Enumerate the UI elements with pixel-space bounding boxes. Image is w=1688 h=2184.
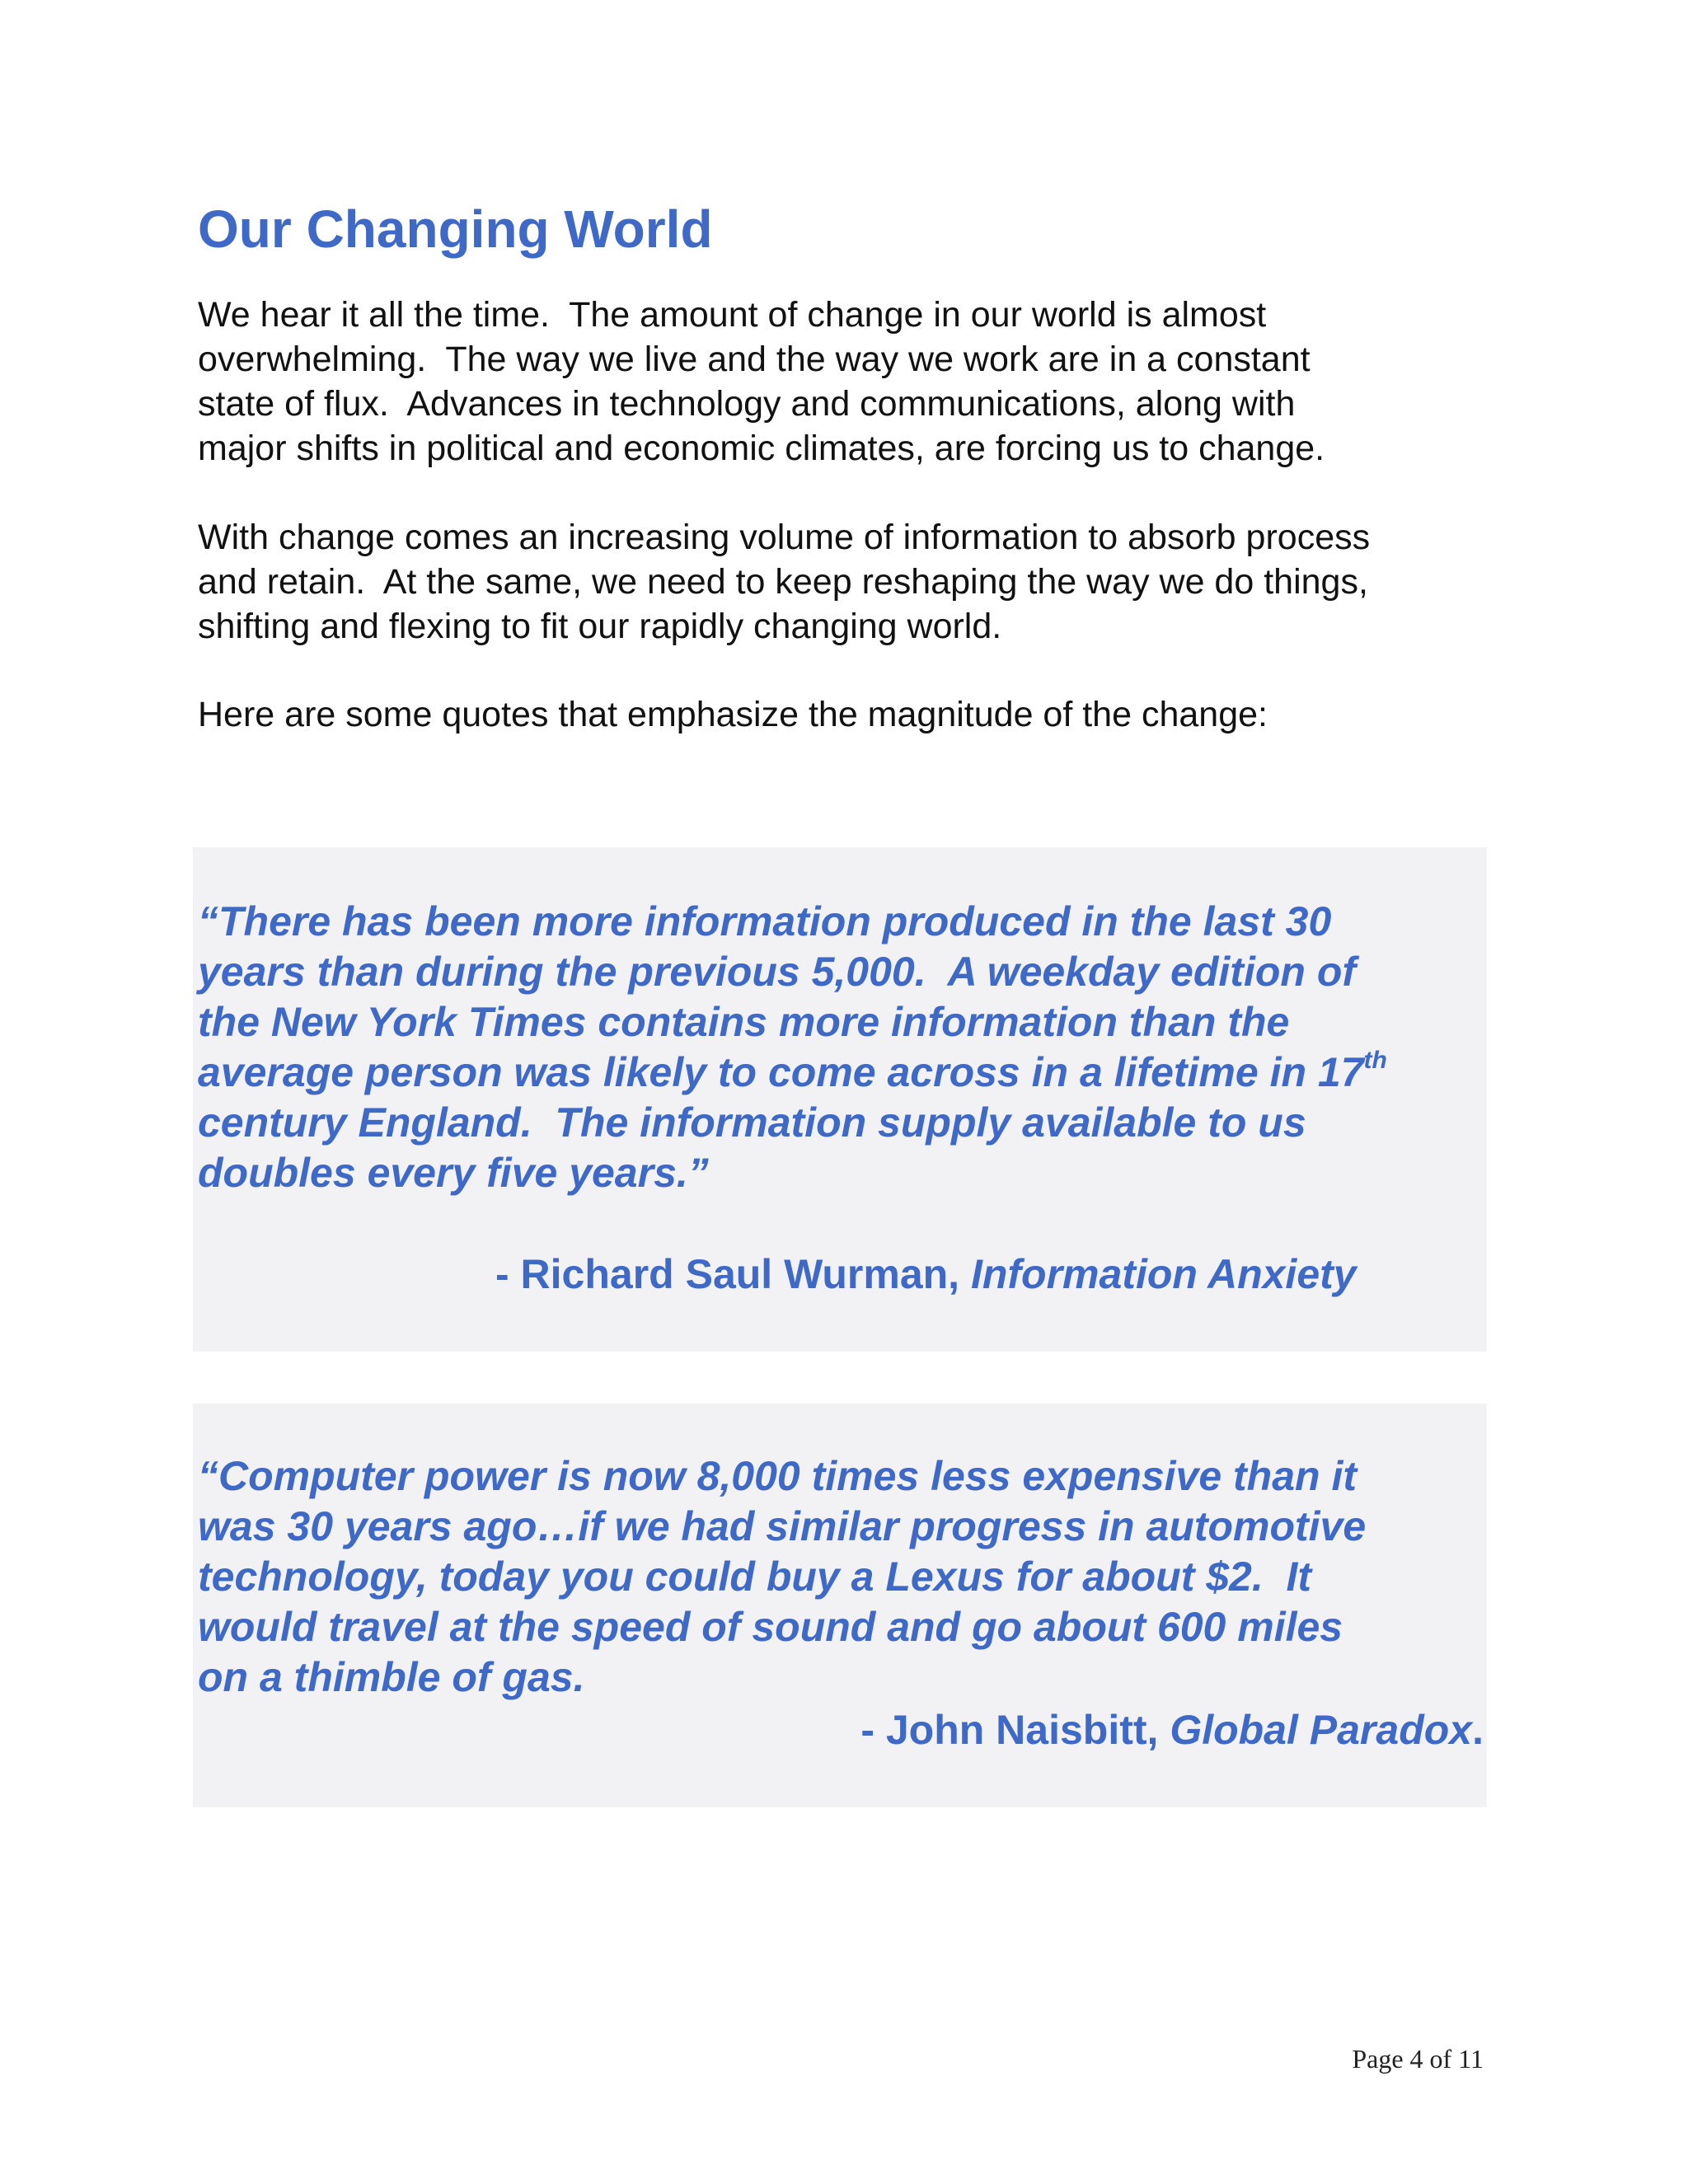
quote-line: would travel at the speed of sound and go about 600 miles xyxy=(198,1604,1343,1650)
intro-paragraph xyxy=(198,293,1500,471)
attribution-end: . xyxy=(1472,1707,1484,1753)
attribution-author: - John Naisbitt, xyxy=(860,1707,1170,1753)
page-number: Page 4 of 11 xyxy=(1352,2044,1484,2074)
quote-line: “There has been more information produced in the last 30 xyxy=(198,898,1332,944)
paragraph-line: overwhelming. The way we live and the way we work are in a constant xyxy=(198,340,1311,379)
paragraph-line: Here are some quotes that emphasize the magnitude of the change: xyxy=(198,695,1268,734)
quote-line: on a thimble of gas. xyxy=(198,1654,585,1700)
quote-line: “Computer power is now 8,000 times less expensive than it xyxy=(198,1453,1357,1499)
paragraph-line: shifting and flexing to fit our rapidly changing world. xyxy=(198,607,1002,646)
quote-line: technology, today you could buy a Lexus for about $2. It xyxy=(198,1554,1312,1600)
paragraph-line: major shifts in political and economic climates, are forcing us to change. xyxy=(198,429,1325,468)
paragraph-line: state of flux. Advances in technology and communications, along with xyxy=(198,384,1296,424)
quote-box-naisbitt xyxy=(193,1404,1487,1807)
quote-line: doubles every five years.” xyxy=(198,1150,709,1196)
quote-attribution xyxy=(860,1705,1484,1755)
quote-line: the New York Times contains more information than the xyxy=(198,999,1290,1045)
quote-attribution xyxy=(495,1249,1357,1300)
quote-text xyxy=(198,1451,1366,1703)
quote-line xyxy=(198,1047,1387,1098)
quote-line: century England. The information supply available to us xyxy=(198,1099,1306,1146)
attribution-author: - Richard Saul Wurman, xyxy=(495,1251,971,1297)
quote-box-wurman xyxy=(193,847,1487,1352)
quote-line-text: average person was likely to come across in a lifetime in 17 xyxy=(198,1049,1364,1095)
quote-text xyxy=(198,897,1387,1198)
quote-line: years than during the previous 5,000. A weekday edition of xyxy=(198,949,1357,995)
paragraph-line: With change comes an increasing volume of information to absorb process xyxy=(198,518,1371,557)
paragraph-line: and retain. At the same, we need to keep reshaping the way we do things, xyxy=(198,562,1368,602)
information-paragraph xyxy=(198,515,1500,649)
attribution-work: Global Paradox xyxy=(1170,1707,1473,1753)
quote-line: was 30 years ago…if we had similar progress in automotive xyxy=(198,1503,1367,1549)
ordinal-superscript: th xyxy=(1363,1047,1387,1074)
paragraph-line: We hear it all the time. The amount of change in our world is almost xyxy=(198,295,1267,335)
quotes-intro-paragraph xyxy=(198,692,1500,737)
attribution-work: Information Anxiety xyxy=(970,1251,1357,1297)
page-heading: Our Changing World xyxy=(198,199,713,259)
